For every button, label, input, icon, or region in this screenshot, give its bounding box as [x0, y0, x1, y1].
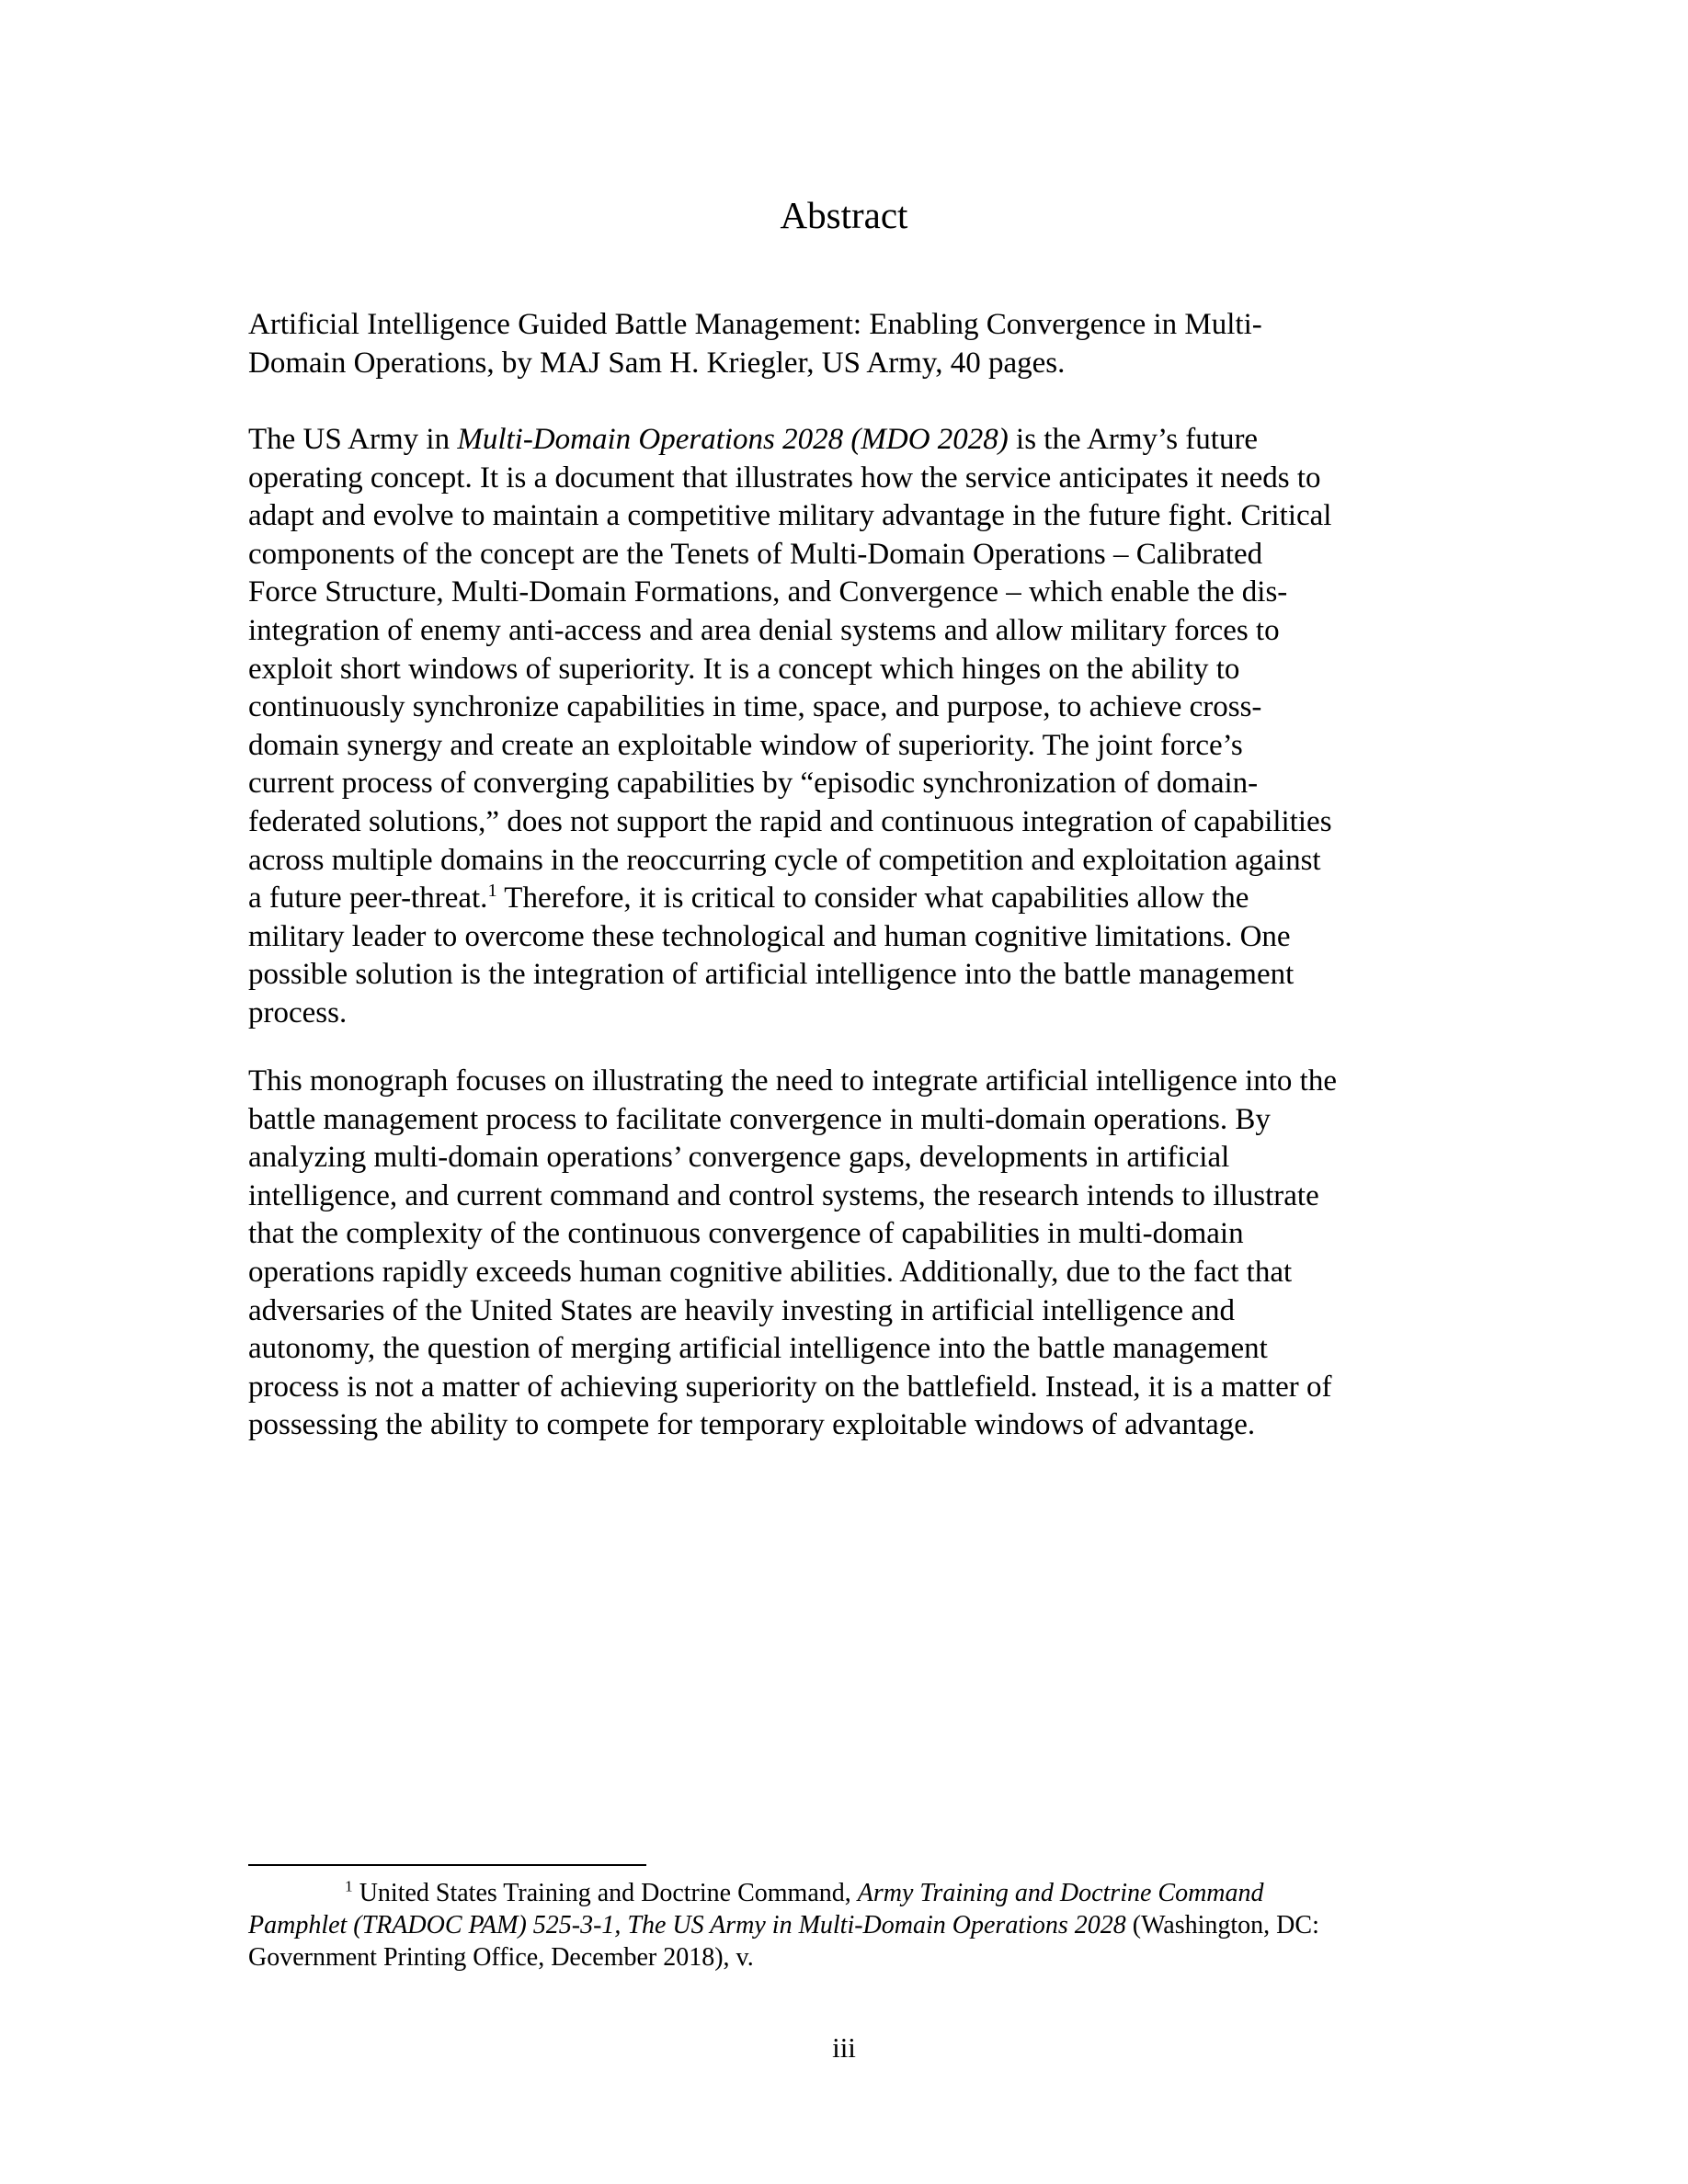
paragraph-line	[248, 880, 1453, 918]
text-run: a future peer-threat.	[248, 882, 488, 916]
page-title: Abstract	[780, 194, 908, 236]
abstract-paragraph-1	[248, 421, 1453, 1033]
text-run: (Washington, DC:	[1125, 1911, 1319, 1939]
footnote	[248, 1877, 1453, 1974]
footnote-line	[248, 1877, 1453, 1909]
paragraph-line: operating concept. It is a document that illustrates how the service anticipates it needs to	[248, 461, 1321, 495]
paragraph-line: components of the concept are the Tenets of Multi-Domain Operations – Calibrated	[248, 537, 1263, 571]
paragraph-line: possible solution is the integration of artificial intelligence into the battle management	[248, 958, 1295, 992]
monograph-citation	[248, 306, 1453, 382]
footnote-reference[interactable]: 1	[487, 881, 497, 902]
paragraph-line: exploit short windows of superiority. It is a concept which hinges on the ability to	[248, 652, 1240, 686]
text-run: United States Training and Doctrine Command,	[352, 1879, 858, 1907]
paragraph-line: domain synergy and create an exploitable window of superiority. The joint force’s	[248, 728, 1243, 762]
publication-title: Army Training and Doctrine Command	[857, 1879, 1264, 1907]
text-run: The US Army in	[248, 423, 458, 456]
footnote-separator	[248, 1864, 646, 1866]
paragraph-line: adversaries of the United States are heavily investing in artificial intelligence and	[248, 1293, 1236, 1327]
paragraph-line: process.	[248, 995, 348, 1029]
footnote-line	[248, 1909, 1453, 1941]
page-number: iii	[832, 2031, 856, 2064]
citation-line: Domain Operations, by MAJ Sam H. Kriegler, US Army, 40 pages.	[248, 346, 1066, 380]
paragraph-line: possessing the ability to compete for temporary exploitable windows of advantage.	[248, 1408, 1256, 1442]
paragraph-line: integration of enemy anti-access and area denial systems and allow military forces to	[248, 613, 1280, 647]
footnote-number: 1	[345, 1877, 353, 1895]
paragraph-line	[248, 421, 1453, 460]
paragraph-line: federated solutions,” does not support the rapid and continuous integration of capabilities	[248, 804, 1332, 838]
paragraph-line: continuously synchronize capabilities in time, space, and purpose, to achieve cross-	[248, 690, 1262, 724]
paragraph-line: autonomy, the question of merging artificial intelligence into the battle management	[248, 1332, 1268, 1366]
citation-line: Artificial Intelligence Guided Battle Management: Enabling Convergence in Multi-	[248, 308, 1262, 341]
publication-title: Multi-Domain Operations 2028 (MDO 2028)	[457, 423, 1009, 456]
paragraph-line: intelligence, and current command and control systems, the research intends to illustrate	[248, 1178, 1319, 1212]
text-run: is the Army’s future	[1008, 423, 1259, 456]
text-run: Therefore, it is critical to consider what capabilities allow the	[496, 882, 1249, 916]
paragraph-line: analyzing multi-domain operations’ convergence gaps, developments in artificial	[248, 1141, 1230, 1175]
paragraph-line: battle management process to facilitate convergence in multi-domain operations. By	[248, 1102, 1271, 1136]
paragraph-line: that the complexity of the continuous convergence of capabilities in multi-domain	[248, 1217, 1244, 1251]
paragraph-line: current process of converging capabilities by “episodic synchronization of domain-	[248, 767, 1259, 801]
paragraph-line: This monograph focuses on illustrating the need to integrate artificial intelligence into the	[248, 1064, 1337, 1098]
paragraph-line: adapt and evolve to maintain a competitive military advantage in the future fight. Critical	[248, 499, 1332, 533]
paragraph-line: across multiple domains in the reoccurring cycle of competition and exploitation against	[248, 843, 1321, 877]
paragraph-line: Force Structure, Multi-Domain Formations, and Convergence – which enable the dis-	[248, 575, 1288, 609]
abstract-paragraph-2	[248, 1063, 1453, 1445]
footnote-line: Government Printing Office, December 2018), v.	[248, 1943, 754, 1972]
paragraph-line: military leader to overcome these technological and human cognitive limitations. One	[248, 919, 1291, 953]
paragraph-line: operations rapidly exceeds human cognitive abilities. Additionally, due to the fact that	[248, 1255, 1293, 1289]
paragraph-line: process is not a matter of achieving superiority on the battlefield. Instead, it is a matter of	[248, 1370, 1332, 1404]
publication-title: Pamphlet (TRADOC PAM) 525-3-1, The US Army in Multi-Domain Operations 2028	[248, 1911, 1126, 1939]
